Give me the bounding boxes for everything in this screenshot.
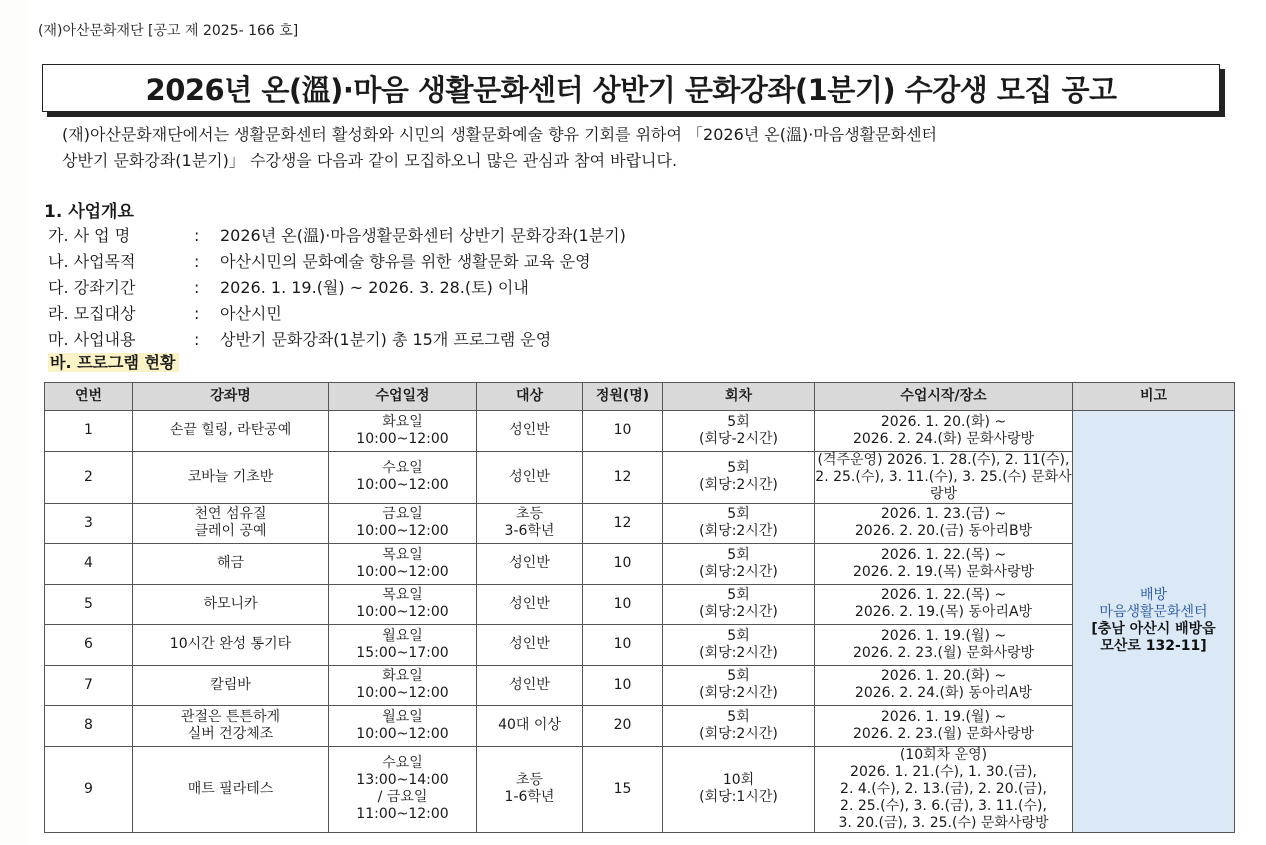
intro-line-1: (재)아산문화재단에서는 생활문화센터 활성화와 시민의 생활문화예술 향유 기회를 위하여 「2026년 온(溫)·마음생활문화센터 xyxy=(62,125,937,144)
cell-course-line: 하모니카 xyxy=(203,595,258,612)
cell-place-line: 2. 4.(수), 2. 13.(금), 2. 20.(금), xyxy=(840,780,1047,797)
cell-sessions-line: (회당:2시간) xyxy=(699,604,778,621)
cell-target xyxy=(477,665,583,706)
cell-place-line: 2026. 1. 19.(월) ~ xyxy=(880,627,1007,644)
cell-place-line: 3. 20.(금), 3. 25.(수) 문화사랑방 xyxy=(838,814,1049,831)
cell-course xyxy=(133,544,329,585)
cell-target-line: 초등 xyxy=(515,506,544,523)
cell-sessions xyxy=(663,625,815,666)
cell-schedule-line: 10:00~12:00 xyxy=(356,563,449,580)
cell-target-line: 40대 이상 xyxy=(498,717,561,734)
cell-course xyxy=(133,706,329,747)
item-value: 아산시민 xyxy=(220,304,282,323)
table-row xyxy=(45,411,1235,452)
cell-course-line: 실버 건강체조 xyxy=(187,725,274,742)
cell-schedule-line: 수요일 xyxy=(382,755,423,771)
cell-place xyxy=(815,503,1073,544)
cell-target xyxy=(477,451,583,503)
cell-capacity: 10 xyxy=(583,584,663,625)
cell-target xyxy=(477,584,583,625)
item-separator: : xyxy=(194,304,200,323)
note-address-1: [충남 아산시 배방읍 xyxy=(1091,621,1216,638)
cell-capacity: 10 xyxy=(583,544,663,585)
cell-place-line: 2026. 1. 22.(목) ~ xyxy=(880,546,1007,563)
cell-no: 5 xyxy=(45,584,133,625)
item-value: 2026. 1. 19.(월) ~ 2026. 3. 28.(토) 이내 xyxy=(220,278,529,297)
cell-sessions-line: 5회 xyxy=(727,546,750,563)
overview-item-period xyxy=(48,275,626,301)
cell-place xyxy=(815,746,1073,832)
cell-schedule-line: 10:00~12:00 xyxy=(356,604,449,621)
cell-schedule-line: 10:00~12:00 xyxy=(356,477,449,493)
cell-sessions-line: 5회 xyxy=(727,587,750,604)
subsection-title xyxy=(48,350,179,373)
page-margin xyxy=(0,0,28,845)
item-label: 다. 강좌기간 xyxy=(48,278,136,297)
cell-sessions-line: 5회 xyxy=(727,460,750,476)
cell-course-line: 매트 필라테스 xyxy=(187,780,274,797)
cell-sessions-line: (회당-2시간) xyxy=(699,430,778,447)
cell-capacity: 10 xyxy=(583,625,663,666)
cell-place-line: 2026. 2. 23.(월) 문화사랑방 xyxy=(852,644,1035,661)
item-separator: : xyxy=(194,252,200,271)
cell-schedule xyxy=(329,411,477,452)
cell-sessions-line: 5회 xyxy=(727,413,750,430)
cell-place-line: 2026. 2. 24.(화) 동아리A방 xyxy=(854,685,1033,702)
cell-place xyxy=(815,706,1073,747)
cell-schedule-line: 월요일 xyxy=(382,708,423,725)
cell-target-line: 성인반 xyxy=(509,555,550,572)
cell-course-line: 관절은 튼튼하게 xyxy=(180,708,281,725)
cell-place-line: 2026. 1. 20.(화) ~ xyxy=(880,413,1007,430)
cell-place-line: 2026. 1. 23.(금) ~ xyxy=(880,506,1007,523)
cell-course-line: 클레이 공예 xyxy=(194,523,267,540)
cell-no: 8 xyxy=(45,706,133,747)
item-label: 마. 사업내용 xyxy=(48,330,136,349)
cell-place xyxy=(815,451,1073,503)
table-row xyxy=(45,706,1235,747)
header-note: 비고 xyxy=(1073,383,1235,411)
cell-sessions-line: (회당:2시간) xyxy=(699,644,778,661)
item-separator: : xyxy=(194,278,200,297)
cell-target xyxy=(477,411,583,452)
item-value: 2026년 온(溫)·마음생활문화센터 상반기 문화강좌(1분기) xyxy=(220,226,626,245)
cell-course-line: 손끝 힐링, 라탄공예 xyxy=(169,422,292,439)
cell-schedule-line: 목요일 xyxy=(382,587,423,604)
table-row xyxy=(45,625,1235,666)
cell-no: 2 xyxy=(45,451,133,503)
cell-schedule xyxy=(329,665,477,706)
cell-sessions-line: 10회 xyxy=(722,772,755,788)
overview-item-target xyxy=(48,301,626,327)
cell-place-line: 2026. 1. 19.(월) ~ xyxy=(880,708,1007,725)
cell-schedule-line: 10:00~12:00 xyxy=(356,685,449,702)
cell-schedule-line: 11:00~12:00 xyxy=(356,806,449,822)
cell-sessions-line: 5회 xyxy=(727,506,750,523)
table-row xyxy=(45,665,1235,706)
cell-course-line: 코바늘 기초반 xyxy=(187,468,274,485)
header-target: 대상 xyxy=(477,383,583,411)
cell-place xyxy=(815,665,1073,706)
cell-place-line: 2026. 2. 19.(목) 동아리A방 xyxy=(854,604,1033,621)
cell-schedule xyxy=(329,503,477,544)
item-separator: : xyxy=(194,330,200,349)
item-separator: : xyxy=(194,226,200,245)
item-label: 가. 사 업 명 xyxy=(48,226,131,245)
document-title: 2026년 온(溫)·마음 생활문화센터 상반기 문화강좌(1분기) 수강생 모집 공고 xyxy=(42,64,1220,112)
announcement-number: (재)아산문화재단 [공고 제 2025- 166 호] xyxy=(38,23,299,39)
item-label: 나. 사업목적 xyxy=(48,252,136,271)
cell-course-line: 칼림바 xyxy=(210,676,251,693)
header-course: 강좌명 xyxy=(133,383,329,411)
cell-course-line: 10시간 완성 통기타 xyxy=(169,636,292,653)
cell-course xyxy=(133,746,329,832)
cell-sessions xyxy=(663,544,815,585)
cell-target xyxy=(477,706,583,747)
cell-schedule-line: 수요일 xyxy=(382,460,423,476)
cell-capacity: 12 xyxy=(583,503,663,544)
overview-item-name xyxy=(48,223,626,249)
cell-target-line: 성인반 xyxy=(509,422,550,439)
header-schedule: 수업일정 xyxy=(329,383,477,411)
table-row xyxy=(45,503,1235,544)
cell-place-line: 2026. 2. 23.(월) 문화사랑방 xyxy=(852,725,1035,742)
cell-target-line: 성인반 xyxy=(509,636,550,653)
cell-no: 9 xyxy=(45,746,133,832)
intro-line-2: 상반기 문화강좌(1분기)」 수강생을 다음과 같이 모집하오니 많은 관심과 참여 바랍니다. xyxy=(62,151,678,170)
cell-place xyxy=(815,544,1073,585)
cell-sessions xyxy=(663,746,815,832)
cell-place-line: 2. 25.(수), 3. 11.(수), 3. 25.(수) 문화사랑방 xyxy=(815,468,1072,502)
cell-place xyxy=(815,625,1073,666)
table-row xyxy=(45,746,1235,832)
cell-capacity: 12 xyxy=(583,451,663,503)
cell-course xyxy=(133,665,329,706)
cell-schedule-line: 금요일 xyxy=(382,506,423,523)
cell-place-line: (10회차 운영) xyxy=(899,746,988,763)
cell-target xyxy=(477,746,583,832)
cell-capacity: 10 xyxy=(583,411,663,452)
note-venue: 배방 xyxy=(1139,587,1168,604)
cell-capacity: 15 xyxy=(583,746,663,832)
cell-sessions-line: (회당:2시간) xyxy=(699,563,778,580)
cell-sessions-line: (회당:2시간) xyxy=(699,725,778,742)
cell-sessions xyxy=(663,584,815,625)
cell-target xyxy=(477,544,583,585)
table-row xyxy=(45,584,1235,625)
cell-place-line: (격주운영) 2026. 1. 28.(수), 2. 11(수), xyxy=(817,451,1070,468)
cell-course-line: 해금 xyxy=(216,555,245,572)
cell-course-line: 천연 섬유질 xyxy=(194,506,267,523)
cell-sessions-line: 5회 xyxy=(727,668,750,685)
cell-course xyxy=(133,451,329,503)
section-title: 1. 사업개요 xyxy=(44,202,134,222)
cell-sessions-line: (회당:2시간) xyxy=(699,685,778,702)
cell-sessions xyxy=(663,665,815,706)
cell-course xyxy=(133,503,329,544)
header-no: 연번 xyxy=(45,383,133,411)
cell-schedule xyxy=(329,746,477,832)
cell-sessions-line: 5회 xyxy=(727,627,750,644)
cell-course xyxy=(133,584,329,625)
cell-target-line: 성인반 xyxy=(509,676,550,693)
cell-schedule-line: 화요일 xyxy=(382,413,423,430)
cell-target-line: 초등 xyxy=(515,772,544,788)
header-place: 수업시작/장소 xyxy=(815,383,1073,411)
cell-no: 7 xyxy=(45,665,133,706)
cell-target-line: 3-6학년 xyxy=(504,523,555,540)
cell-schedule-line: 월요일 xyxy=(382,627,423,644)
cell-course xyxy=(133,625,329,666)
header-capacity: 정원(명) xyxy=(583,383,663,411)
note-center: 마음생활문화센터 xyxy=(1099,604,1208,621)
cell-place xyxy=(815,411,1073,452)
item-label: 라. 모집대상 xyxy=(48,304,136,323)
header-sessions: 회차 xyxy=(663,383,815,411)
cell-place-line: 2026. 1. 21.(수), 1. 30.(금), xyxy=(850,763,1037,780)
cell-sessions xyxy=(663,451,815,503)
intro-paragraph xyxy=(62,122,1222,174)
cell-note xyxy=(1073,411,1235,833)
cell-capacity: 10 xyxy=(583,665,663,706)
cell-schedule-line: 13:00~14:00 xyxy=(356,772,449,788)
cell-schedule xyxy=(329,584,477,625)
cell-schedule-line: 10:00~12:00 xyxy=(356,523,449,540)
cell-place-line: 2026. 2. 20.(금) 동아리B방 xyxy=(854,523,1033,540)
cell-schedule xyxy=(329,544,477,585)
overview-list xyxy=(48,223,626,353)
cell-target-line: 성인반 xyxy=(509,595,550,612)
cell-schedule xyxy=(329,706,477,747)
cell-schedule-line: 화요일 xyxy=(382,668,423,685)
cell-place-line: 2026. 1. 22.(목) ~ xyxy=(880,587,1007,604)
subsection-title-text: 바. 프로그램 현황 xyxy=(48,353,179,372)
cell-sessions-line: (회당:1시간) xyxy=(699,789,778,805)
cell-schedule-line: 10:00~12:00 xyxy=(356,725,449,742)
cell-sessions xyxy=(663,503,815,544)
cell-no: 3 xyxy=(45,503,133,544)
item-value: 아산시민의 문화예술 향유를 위한 생활문화 교육 운영 xyxy=(220,252,591,271)
cell-no: 4 xyxy=(45,544,133,585)
table-header-row xyxy=(45,383,1235,411)
cell-sessions-line: 5회 xyxy=(727,708,750,725)
table-row xyxy=(45,451,1235,503)
cell-schedule-line: 10:00~12:00 xyxy=(356,430,449,447)
cell-schedule xyxy=(329,625,477,666)
cell-target xyxy=(477,503,583,544)
item-value: 상반기 문화강좌(1분기) 총 15개 프로그램 운영 xyxy=(220,330,552,349)
program-table xyxy=(44,382,1235,833)
cell-schedule-line: 15:00~17:00 xyxy=(356,644,449,661)
cell-target-line: 성인반 xyxy=(509,468,550,485)
cell-place-line: 2026. 1. 20.(화) ~ xyxy=(880,668,1007,685)
cell-place xyxy=(815,584,1073,625)
cell-sessions-line: (회당:2시간) xyxy=(699,523,778,540)
cell-capacity: 20 xyxy=(583,706,663,747)
cell-place-line: 2. 25.(수), 3. 6.(금), 3. 11.(수), xyxy=(840,797,1047,814)
cell-schedule-line: 목요일 xyxy=(382,546,423,563)
cell-no: 6 xyxy=(45,625,133,666)
cell-sessions-line: (회당:2시간) xyxy=(699,477,778,493)
cell-target-line: 1-6학년 xyxy=(504,789,555,805)
cell-no: 1 xyxy=(45,411,133,452)
cell-schedule xyxy=(329,451,477,503)
cell-target xyxy=(477,625,583,666)
cell-course xyxy=(133,411,329,452)
cell-place-line: 2026. 2. 19.(목) 문화사랑방 xyxy=(852,563,1035,580)
cell-schedule-line: / 금요일 xyxy=(377,789,428,805)
cell-sessions xyxy=(663,411,815,452)
table-row xyxy=(45,544,1235,585)
table-body xyxy=(45,411,1235,833)
overview-item-purpose xyxy=(48,249,626,275)
cell-place-line: 2026. 2. 24.(화) 문화사랑방 xyxy=(852,430,1035,447)
note-address-2: 모산로 132-11] xyxy=(1100,638,1207,655)
cell-sessions xyxy=(663,706,815,747)
